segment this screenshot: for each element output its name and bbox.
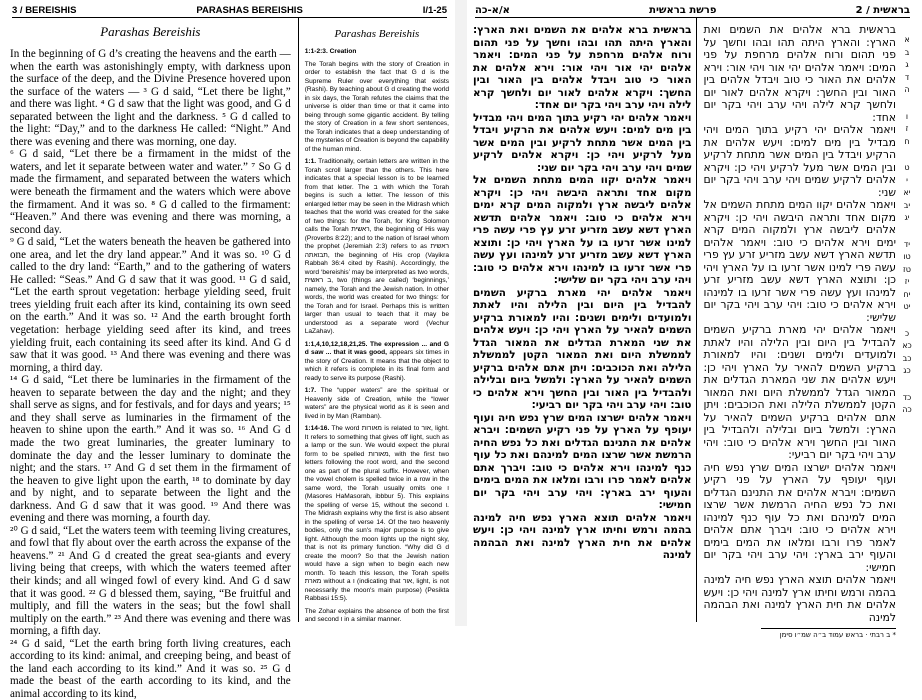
commentary-body: The Zohar explains the absence of both the first and second ו in a similar manner. [304, 607, 449, 623]
right-verse-range: א/א-כה [475, 5, 510, 16]
left-page [0, 0, 455, 700]
torah-paragraph: ויאמר אלהים יקוו המים מתחת השמים אל מקום אחד ותראה היבשה ויהי כן: ויקרא אלהים ליבשה ארץ ולמקוה המים קרא ימים וירא אלהים כי טוב: ויאמר אלהים תדשא הארץ דשא עשב מזריע זרע עץ פרי עשה פרי למינו אשר זרעו בו על הארץ ויהי כן: ותוצא הארץ דשא עשב מזריע זרע למינהו ועץ עשה פרי אשר זרעו בו למינהו וירא אלהים כי טוב: ויהי ערב ויהי בקר יום שלישי: [703, 198, 896, 324]
footnote: * ב רבתי · בראש עמוד ב״ה שמ״ו סימן [779, 631, 896, 639]
commentary-body: The word מאורות is related to אור, light. It refers to something that gives off light, such as a lamp or the sun. We would expect the plural form to be spelled מאורות, with the first two letters following the root word, and the second one as part of the plural suffix. However, when the vowel cholem is spelled twice in a row in the same word, the Torah usually omits one ו (Masores HaMasorah, ibbbur 5). This explains the spelling of verse 15, without the second ו. The Midrash explains why the first is also absent in the spelling of verse 14. Of the two heavenly bodies, only the sun's major purpose is to give light. Although the moon lights up the night sky, that is not its primary function. “Why did G d create the moon? So that the Jewish nation would have a sign when to begin each new month. To teach this lesson, the Torah spells מארת without a ו (indicating that אור, light, is not necessarily the moon's main purpose) (Pesikta Rabbasi 15:5). [304, 425, 449, 602]
left-columns [10, 18, 450, 700]
torah-paragraph: ויאמר אלהים ישרצו המים שרץ נפש חיה ועוף יעופף על הארץ על פני רקיע השמים: ויברא אלהים את התנינם הגדלים ואת כל נפש החיה הרמשת אשר שרצו המים למינהם ואת כל עוף כנף למינהו וירא אלהים כי טוב: ויברך אתם אלהים לאמר פרו ורבו ומלאו את המים בימים והעוף ירב בארץ: ויהי ערב ויהי בקר יום חמישי: [703, 460, 896, 574]
right-parasha-name: פרשת בראשית [649, 5, 717, 16]
translation-section-title: Parashas Bereishis [100, 24, 201, 39]
verse-letter: יג [904, 213, 910, 222]
commentary-note [305, 608, 449, 625]
hebrew-columns [473, 18, 912, 639]
torah-paragraph: ויאמר אלהים יהי מארת ברקיע השמים להבדיל בין היום ובין הלילה והיו לאתת ולמועדים ולימים ושנים: והיו למאורת ברקיע השמים להאיר על הארץ ויהי כן: ויעש אלהים את שני המארת הגדלים את המאור הגדל לממשלת היום ואת המאור הקטן לממשלת הלילה ואת הכוכבים: ויתן אתם אלהים ברקיע השמים להאיר על הארץ: ולמשל ביום ובלילה ולהבדיל בין האור ובין החשך וירא אלהים כי טוב: ויהי ערב ויהי בקר יום רביעי: [703, 323, 896, 461]
verse-letter: כב [902, 353, 912, 363]
verse-letter: א [904, 35, 910, 44]
commentary-note [305, 48, 449, 57]
targum-paragraph: ויאמר אלהים יקוו המים מתחת השמים אל מקום אחד ותראה היבשה ויהי כן: ויקרא אלהים ליבשה ארץ ולמקוה המים קרא ימים וירא אלהים כי טוב: ויאמר אלהים תדשא הארץ דשא עשב מזריע זרע עץ פרי עשה פרי למינו אשר זרעו בו על הארץ ויהי כן: ותוצא הארץ דשא עשב מזריע זרע למינהו ועץ עשה פרי אשר זרעו בו למינהו וירא אלהים כי טוב: ויהי ערב ויהי בקר יום שלישי: [473, 174, 692, 286]
commentary-body: The Torah begins with the story of Creation in order to establish the fact that G d is the Supreme Ruler over everything that exists (Rashi). By teaching about G d creating the world in six days, the Torah refutes the claims that the universe is older than time or that it came into being through some gigantic accident. By telling the story of Creation in a few short sentences, the Torah indicates that a deep understanding of the mysteries of Creation is beyond the capability of the human mind. [304, 60, 449, 153]
verse-letter: ח [904, 136, 910, 146]
verse-letter: כג [903, 366, 911, 375]
targum-paragraph: ויאמר אלהים יהי רקיע בתוך המים ויהי מבדיל בין מים למים: ויעש אלהים את הרקיע ויבדל בין המים אשר מתחת לרקיע ובין המים אשר מעל לרקיע ויהי כן: ויקרא אלהים לרקיע שמים ויהי ערב ויהי בקר יום שני: [473, 111, 692, 174]
commentary-lemma: 1:1. [304, 158, 317, 165]
targum-paragraph: בראשית ברא אלהים את השמים ואת הארץ: והארץ היתה תהו ובהו וחשך על פני תהום ורוח אלהים מרחפת על פני המים: ויאמר אלהים יהי אור ויהי אור: וירא אלהים את האור כי טוב ויבדל אלהים בין האור ובין החשך: ויקרא אלהים לאור יום ולחשך קרא לילה ויהי ערב ויהי בקר יום אחד: [473, 24, 692, 111]
verse-letter: ו [905, 111, 909, 121]
verse-letter: כ [904, 328, 910, 338]
verse-letter: ז [905, 124, 909, 133]
targum-text [473, 24, 691, 562]
commentary-lemma: 1:7. [304, 387, 317, 394]
commentary-note [305, 425, 449, 604]
commentary-note [305, 341, 449, 384]
commentary-note [305, 387, 449, 421]
verse-letter: יד [903, 239, 911, 249]
commentary-lemma: 1:1,4,10,12,18,21,25. The expression ... and G d saw ... that it was good, [304, 340, 449, 356]
verse-letter: יב [903, 200, 911, 210]
commentary-note [305, 158, 449, 337]
left-page-number: 3 / BEREISHIS [12, 5, 77, 16]
torah-paragraph: ויאמר אלהים תוצא הארץ נפש חיה למינה בהמה ורמש וחיתו ארץ למינה ויהי כן: ויעש אלהים את חית הארץ למינה ואת הבהמה למינה [703, 573, 896, 624]
verse-letter: ג [905, 60, 909, 69]
left-parasha-name: PARASHAS BEREISHIS [196, 5, 303, 16]
verse-letter: ד [904, 72, 910, 82]
english-translation-text [10, 48, 291, 700]
verse-letter: יז [904, 277, 910, 286]
verse-letter: כד [902, 392, 912, 402]
right-running-head [475, 3, 910, 18]
translation-paragraph: ²⁰ G d said, “Let the waters teem with teeming living creatures, and fowl that fly about over the earth across the expanse of the heavens.” ²¹ And G d created the great sea-giants and every living being that creeps, with which the waters teemed after their kinds; and all winged fowl of every kind. And G d saw that it was good. ²² G d blessed them, saying, “Be fruitful and multiply, and fill the waters in the seas; but the fowl shall multiply on the earth.” ²³ And there was evening and there was morning, a fifth day. [10, 524, 291, 638]
verse-letter: ט [904, 163, 910, 172]
commentary-note [305, 61, 449, 155]
commentary-body: Traditionally, certain letters are written in the Torah scroll larger than the others. This here indicates that a special lesson is to be learned from that letter. The ב with which the Torah begins is such a letter. The lesson of this enlarged letter may be seen in the Midrash which teaches that the world was created for the sake of two things: for the Torah, for King Solomon calls the Torah ראשית, the beginning of His way (Proverbs 8:22); and to the nation of Israel whom the prophet (Jeremiah 2:3) refers to as ראשית תבואתה, the beginning of His crop (Vayikra Rabbah 36:4 cited by Rashi). Accordingly, the word ‘bereishis’ may be interpreted as two words, ב ראשית, two (things are called) ‘beginnings,’ namely, the Torah and the Jewish nation. In other words, the world was created for two things: for the Torah and for Israel. Perhaps this is written larger than usual to teach that it may be understood as a separate word (Vechur LaZahav). [304, 158, 450, 335]
commentary-body: The “upper waters” are the spiritual or Heavenly side of Creation, while the “lower waters” are the physical world as it is seen and lived in by Man (Ramban). [304, 387, 449, 420]
translation-paragraph: ⁹ G d said, “Let the waters beneath the heaven be gathered into one area, and let the dry land appear.” And it was so. ¹⁰ G d called to the dry land: “Earth,” and to the gathering of waters He called: “Seas.” And G d saw that it was good. ¹¹ G d said, “Let the earth sprout vegetation: herbage yielding seed, fruit trees yielding fruit each after its kind, containing its own seed on the earth.” And it was so. ¹² And the earth brought forth vegetation: herbage yielding seed after its kind, and trees yielding fruit, each containing its seed after its kind. And G d saw that it was good. ¹³ And there was evening and there was morning, a third day. [10, 236, 291, 374]
book-gutter [455, 0, 467, 626]
commentary-column [299, 18, 449, 622]
verse-letter: יא [903, 188, 911, 197]
verse-letter: כה [902, 405, 912, 414]
verse-letter: ב [904, 47, 910, 57]
verse-letter: ה [904, 85, 910, 94]
torah-text-column [697, 18, 912, 639]
left-running-head [12, 3, 447, 18]
commentary-body: appears six times in the story of Creation. It means that the object to which it refers is complete in its final form and ready to serve its purpose (Rashi). [304, 349, 449, 382]
verse-number-margin [900, 34, 914, 417]
verse-letter: טו [903, 252, 911, 261]
targum-paragraph: ויאמר אלהים תוצא הארץ נפש חיה למינה בהמה ורמש וחיתו ארץ למינה ויהי כן: ויעש אלהים את חית הארץ למינה ואת הבהמה למינה [473, 511, 692, 561]
torah-paragraph: ויאמר אלהים יהי רקיע בתוך המים ויהי מבדיל בין מים למים: ויעש אלהים את הרקיע ויבדל בין המים אשר מתחת לרקיע ובין המים אשר מעל לרקיע ויהי כן: ויקרא אלהים לרקיע שמים ויהי ערב ויהי בקר יום שני: [703, 123, 896, 199]
verse-letter: טז [903, 264, 911, 274]
targum-paragraph: ויאמר אלהים ישרצו המים שרץ נפש חיה ועוף יעופף על הארץ על פני רקיע השמים: ויברא אלהים את התנינם הגדלים ואת כל נפש החיה הרמשת אשר שרצו המים למינהם ואת כל עוף כנף למינהו וירא אלהים כי טוב: ויברך אתם אלהים לאמר פרו ורבו ומלאו את המים בימים והעוף ירב בארץ: ויהי ערב ויהי בקר יום חמישי: [473, 411, 692, 511]
commentary-lemma: 1:14-16. [304, 425, 330, 432]
targum-paragraph: ויאמר אלהים יהי מארת ברקיע השמים להבדיל בין היום ובין הלילה והיו לאתת ולמועדים ולימים ושנים: והיו למאורת ברקיע השמים להאיר על הארץ ויהי כן: ויעש אלהים את שני המארת הגדלים את המאור הגדל לממשלת היום ואת המאור הקטן לממשלת הלילה ואת הכוכבים: ויתן אתם אלהים ברקיע השמים להאיר על הארץ: ולמשל ביום ובלילה ולהבדיל בין האור ובין החשך וירא אלהים כי טוב: ויהי ערב ויהי בקר יום רביעי: [473, 286, 692, 411]
right-page-number: בראשית / 2 [855, 5, 910, 16]
translation-paragraph: ²⁴ G d said, “Let the earth bring forth living creatures, each according to its kind: animal, and creeping being, and beast of the land each according to its kind.” And it was so. ²⁵ G d made the beast of the earth according to its kind, and the animal according to its kind, [10, 637, 291, 700]
english-translation-column [10, 18, 299, 700]
torah-text [703, 24, 896, 624]
commentary-text [305, 48, 449, 625]
footnote-divider [761, 628, 896, 629]
torah-text-body [703, 24, 896, 639]
targum-column [473, 18, 697, 622]
verse-letter: כא [902, 341, 912, 350]
verse-letter: י [906, 175, 908, 185]
commentary-lemma: 1:1-2:3. Creation [304, 48, 357, 55]
torah-paragraph: בראשית ברא אלהים את השמים ואת הארץ: והארץ היתה תהו ובהו וחשך על פני תהום ורוח אלהים מרחפת על פני המים: ויאמר אלהים יהי אור ויהי אור: וירא אלהים את האור כי טוב ויבדל אלהים בין האור ובין החשך: ויקרא אלהים לאור יום ולחשך קרא לילה ויהי ערב ויהי בקר יום אחד: [703, 23, 896, 124]
right-page [467, 0, 922, 639]
verse-letter: יח [903, 289, 911, 299]
translation-paragraph: In the beginning of G d’s creating the heavens and the earth — when the earth was astonishingly empty, with darkness upon the surface of the deep, and the Divine Presence hovered upon the surface of the waters — ³ G d said, “Let there be light,” and there was light. ⁴ G d saw that the light was good, and G d separated between the light and the darkness. ⁵ G d called to the light: “Day,” and to the darkness He called: “Night.” And there was evening and there was morning, one day. [10, 48, 291, 148]
commentary-section-title: Parashas Bereishis [334, 28, 420, 40]
verse-letter: יט [903, 302, 911, 311]
translation-paragraph: ⁶ G d said, “Let there be a firmament in the midst of the waters, and let it separate between water and water.” ⁷ So G d made the firmament, and separated between the waters which were beneath the firmament and the waters which were above the firmament. And it was so. ⁸ G d called to the firmament: “Heaven.” And there was evening and there was morning, a second day. [10, 148, 291, 236]
left-verse-range: I/1-25 [422, 5, 447, 16]
translation-paragraph: ¹⁴ G d said, “Let there be luminaries in the firmament of the heaven to separate between the day and the night; and they shall serve as signs, and for festivals, and for days and years; ¹⁵ and they shall serve as luminaries in the firmament of the heaven to shine upon the earth.” And it was so. ¹⁶ And G d made the two great luminaries, the greater luminary to dominate the day and the lesser luminary to dominate the night; and the stars. ¹⁷ And G d set them in the firmament of the heaven to give light upon the earth, ¹⁸ to dominate by day and by night, and to separate between the light and the darkness. And G d saw that it was good. ¹⁹ And there was evening and there was morning, a fourth day. [10, 374, 291, 525]
